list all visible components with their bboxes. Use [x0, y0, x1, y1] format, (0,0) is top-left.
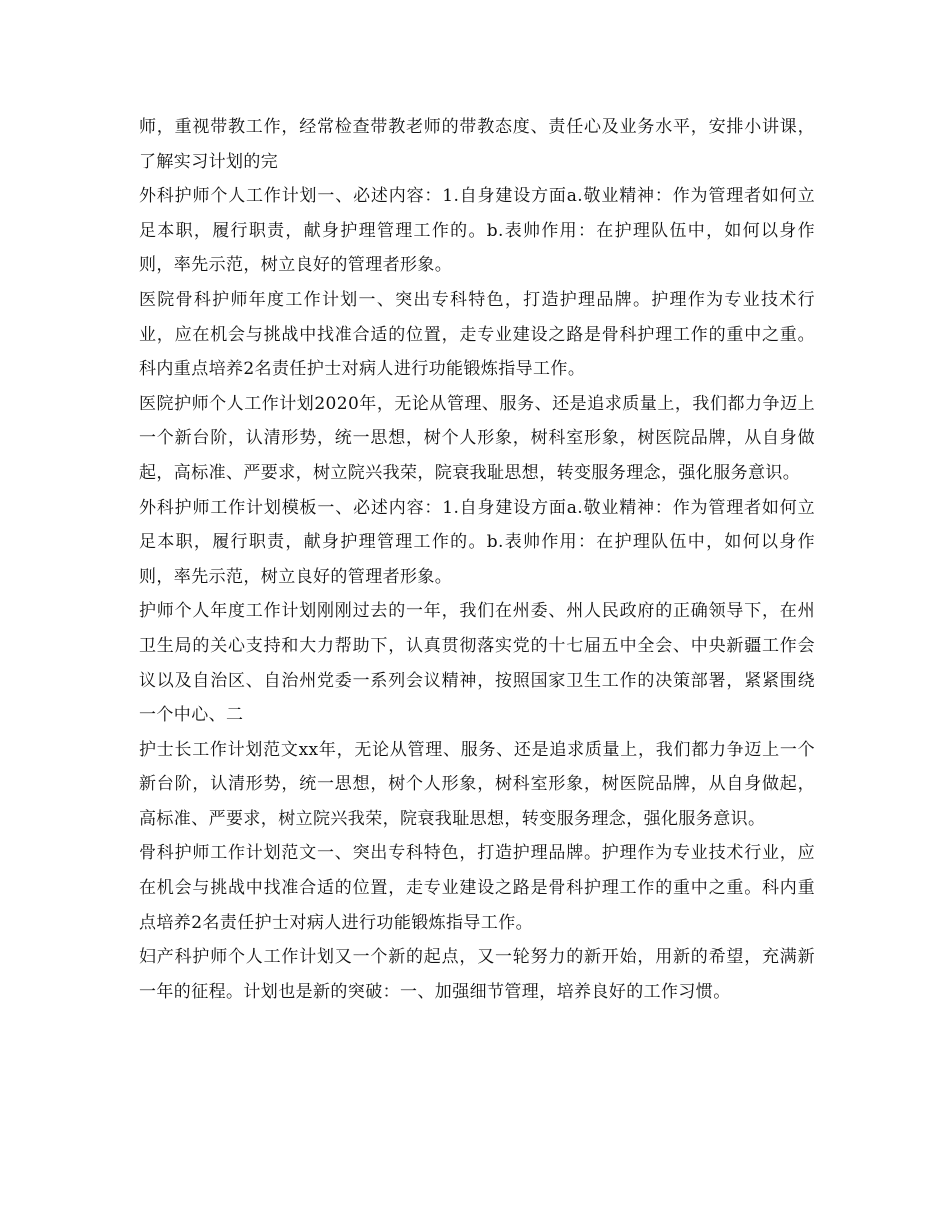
paragraph-7: 护士长工作计划范文xx年，无论从管理、服务、还是追求质量上，我们都力争迈上一个新台阶，认清形势，统一思想，树个人形象，树科室形象，树医院品牌，从自身做起，高标准、严要求，树立院兴我荣，院衰我耻思想，转变服务理念，强化服务意识。 [139, 739, 815, 829]
paragraph-5: 外科护师工作计划模板一、必述内容：1.自身建设方面a.敬业精神：作为管理者如何立足本职，履行职责，献身护理管理工作的。b.表帅作用：在护理队伍中，如何以身作则，率先示范，树立良好的管理者形象。 [139, 497, 815, 587]
document-body [139, 110, 815, 1009]
paragraph-3: 医院骨科护师年度工作计划一、突出专科特色，打造护理品牌。护理作为专业技术行业，应在机会与挑战中找准合适的位置，走专业建设之路是骨科护理工作的重中之重。科内重点培养2名责任护士对病人进行功能锻炼指导工作。 [139, 289, 815, 380]
paragraph-4: 医院护师个人工作计划2020年，无论从管理、服务、还是追求质量上，我们都力争迈上一个新台阶，认清形势，统一思想，树个人形象，树科室形象，树医院品牌，从自身做起，高标准、严要求，树立院兴我荣，院衰我耻思想，转变服务理念，强化服务意识。 [139, 393, 815, 483]
paragraph-2: 外科护师个人工作计划一、必述内容：1.自身建设方面a.敬业精神：作为管理者如何立足本职，履行职责，献身护理管理工作的。b.表帅作用：在护理队伍中，如何以身作则，率先示范，树立良好的管理者形象。 [139, 186, 815, 276]
paragraph-9: 妇产科护师个人工作计划又一个新的起点，又一轮努力的新开始，用新的希望，充满新一年的征程。计划也是新的突破：一、加强细节管理，培养良好的工作习惯。 [139, 947, 815, 1002]
paragraph-6: 护师个人年度工作计划刚刚过去的一年，我们在州委、州人民政府的正确领导下，在州卫生局的关心支持和大力帮助下，认真贯彻落实党的十七届五中全会、中央新疆工作会议以及自治区、自治州党委一系列会议精神，按照国家卫生工作的决策部署，紧紧围绕一个中心、二 [139, 601, 815, 726]
paragraph-8: 骨科护师工作计划范文一、突出专科特色，打造护理品牌。护理作为专业技术行业，应在机会与挑战中找准合适的位置，走专业建设之路是骨科护理工作的重中之重。科内重点培养2名责任护士对病人进行功能锻炼指导工作。 [139, 843, 815, 933]
paragraph-1: 师，重视带教工作，经常检查带教老师的带教态度、责任心及业务水平，安排小讲课，了解实习计划的完 [139, 117, 815, 172]
